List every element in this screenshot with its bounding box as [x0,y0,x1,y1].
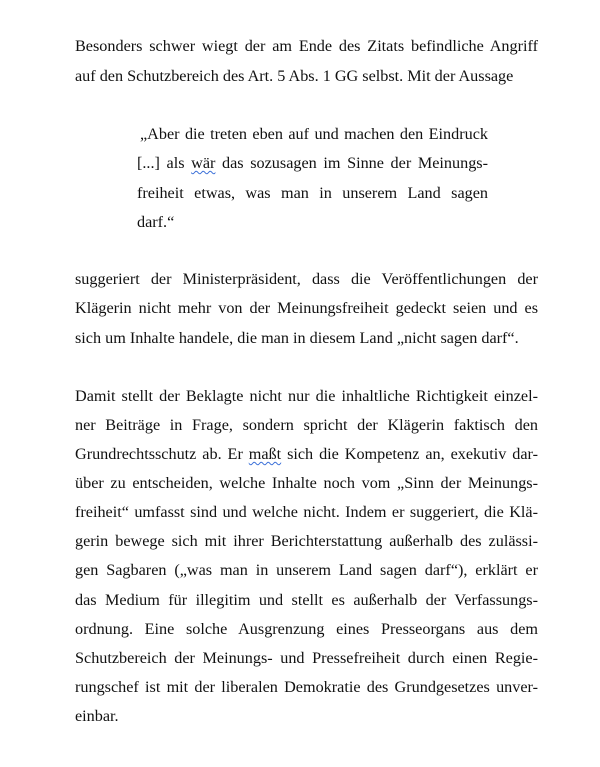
quote-text: das sozusagen im Sinne der Meinungs- [215,154,488,172]
text-line: über zu entscheiden, welche Inhalte noch vom „Sinn der Meinungs- [75,474,538,492]
text-line: suggeriert der Ministerpräsident, dass die Veröffentlichungen der [75,270,538,288]
text-line: ner Beiträge in Frage, sondern spricht der Klägerin faktisch den [75,416,538,434]
body-text: Grundrechtsschutz ab. Er [75,445,249,463]
text-line: Besonders schwer wiegt der am Ende des Zitats befindliche Angriff [75,37,538,55]
spellcheck-flagged-word[interactable]: maßt [248,445,282,463]
quote-line [137,153,488,173]
text-line: auf den Schutzbereich des Art. 5 Abs. 1 GG selbst. Mit der Aussage [75,67,514,85]
quote-line: freiheit etwas, was man in unserem Land sagen [137,184,488,202]
text-line: Damit stellt der Beklagte nicht nur die inhaltliche Richtigkeit einzel- [75,387,538,405]
text-line: Klägerin nicht mehr von der Meinungsfreiheit gedeckt seien und es [75,299,538,317]
quote-line: darf.“ [137,213,175,231]
text-line: einbar. [75,707,119,725]
text-line [75,444,538,464]
text-line: Schutzbereich der Meinungs- und Pressefreiheit durch einen Regie- [75,649,538,667]
text-line: gen Sagbaren („was man in unserem Land sagen darf“), erklärt er [75,561,538,579]
text-line: das Medium für illegitim und stellt es außerhalb der Verfassungs- [75,591,538,609]
quote-line: „Aber die treten eben auf und machen den Eindruck [140,125,488,143]
text-line: freiheit“ umfasst sind und welche nicht. Indem er suggeriert, die Klä- [75,503,538,521]
text-line: ordnung. Eine solche Ausgrenzung eines Presseorgans aus dem [75,620,538,638]
quote-text: [...] als [137,154,192,172]
body-text: sich die Kompetenz an, exekutiv dar- [281,445,538,463]
text-line: gerin bewege sich mit ihrer Berichterstattung außerhalb des zulässi- [75,532,538,550]
text-line: sich um Inhalte handele, die man in diesem Land „nicht sagen darf“. [75,329,519,347]
spellcheck-flagged-word[interactable]: wär [191,154,216,172]
text-line: rungschef ist mit der liberalen Demokratie des Grundgesetzes unver- [75,678,538,696]
